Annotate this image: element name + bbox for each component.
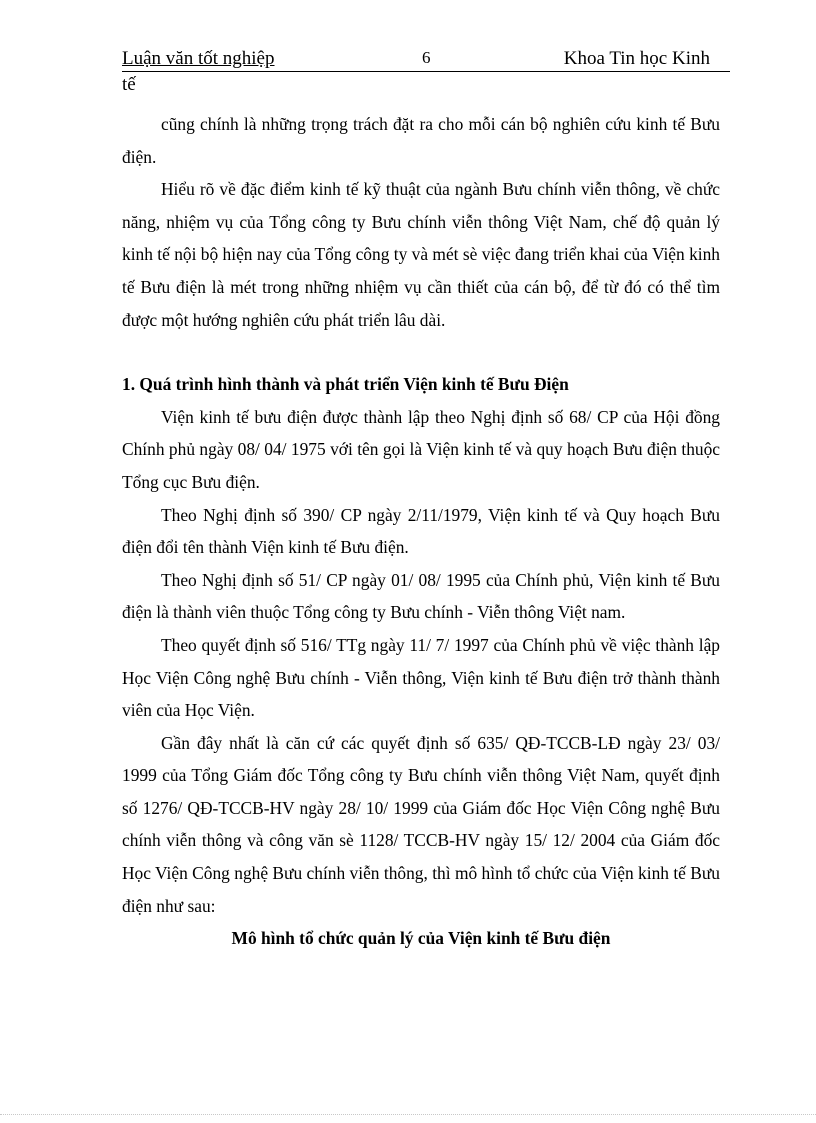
- section-heading: 1. Quá trình hình thành và phát triển Viện kinh tế Bưu Điện: [122, 374, 569, 395]
- section-spacer: [122, 336, 720, 368]
- paragraph-history-4: Theo quyết định số 516/ TTg ngày 11/ 7/ 1997 của Chính phủ về việc thành lập Học Viện Công nghệ Bưu chính - Viễn thông, Viện kinh tế Bưu điện trở thành thành viên của Học Viện.: [122, 634, 720, 721]
- page-bottom-border: [0, 1114, 816, 1115]
- header-faculty-label: Khoa Tin học Kinh: [563, 48, 710, 69]
- paragraph-history-5: Gần đây nhất là căn cứ các quyết định số 635/ QĐ-TCCB-LĐ ngày 23/ 03/ 1999 của Tổng Giám đốc Tổng công ty Bưu chính viễn thông Việt Nam, quyết định số 1276/ QĐ-TCCB-HV ngày 28/ 10/ 1999 của Giám đốc Học Viện Công nghệ Bưu chính viễn thông và công văn sè 1128/ TCCB-HV ngày 15/ 12/ 2004 của Giám đốc Học Viện Công nghệ Bưu chính viễn thông, thì mô hình tổ chức của Viện kinh tế Bưu điện như sau:: [122, 732, 720, 916]
- header-rule: [122, 71, 730, 72]
- paragraph-history-3: Theo Nghị định số 51/ CP ngày 01/ 08/ 1995 của Chính phủ, Viện kinh tế Bưu điện là thành viên thuộc Tổng công ty Bưu chính - Viễn thông Việt nam.: [122, 569, 720, 623]
- paragraph-intro-2: Hiểu rõ về đặc điểm kinh tế kỹ thuật của ngành Bưu chính viễn thông, về chức năng, nhiệm vụ của Tổng công ty Bưu chính viễn thông Việt Nam, chế độ quản lý kinh tế nội bộ hiện nay của Tổng công ty và mét sè việc đang triển khai của Viện kinh tế Bưu điện là mét trong những nhiệm vụ cần thiết của cán bộ, để từ đó có thể tìm được một hướng nghiên cứu phát triển lâu dài.: [122, 179, 720, 330]
- paragraph-history-1: Viện kinh tế bưu điện được thành lập theo Nghị định số 68/ CP của Hội đồng Chính phủ ngày 08/ 04/ 1975 với tên gọi là Viện kinh tế và quy hoạch Bưu điện thuộc Tổng cục Bưu điện.: [122, 406, 720, 492]
- paragraph-intro-1: cũng chính là những trọng trách đặt ra cho mỗi cán bộ nghiên cứu kinh tế Bưu điện.: [122, 114, 720, 167]
- header-thesis-label: Luận văn tốt nghiệp: [122, 48, 275, 69]
- page-number: 6: [422, 48, 431, 67]
- paragraph-history-2: Theo Nghị định số 390/ CP ngày 2/11/1979, Viện kinh tế và Quy hoạch Bưu điện đổi tên thành Viện kinh tế Bưu điện.: [122, 504, 720, 558]
- header-faculty-wrap: tế: [122, 74, 136, 95]
- page-header: [122, 48, 730, 74]
- document-body: [122, 108, 720, 955]
- figure-title: Mô hình tổ chức quản lý của Viện kinh tế Bưu điện: [231, 928, 611, 949]
